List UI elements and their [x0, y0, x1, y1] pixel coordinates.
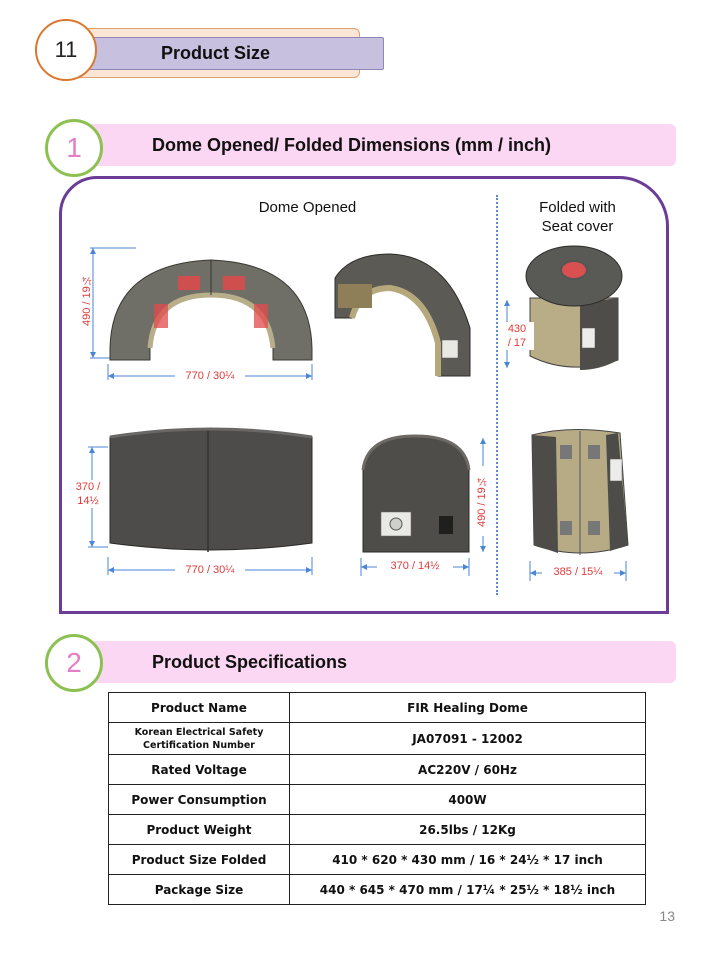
specifications-table [108, 692, 646, 905]
closed-width-dim: 770 / 30¼ [175, 564, 245, 576]
page-number: 13 [659, 908, 675, 924]
folded-back-image [520, 425, 635, 583]
dotted-divider [496, 195, 498, 595]
spec-value: 26.5lbs / 12Kg [290, 815, 646, 845]
section1-title-bar [86, 124, 676, 166]
spec-key [109, 723, 290, 755]
cert-key-line1: Korean Electrical Safety [134, 726, 264, 738]
spec-value: AC220V / 60Hz [290, 755, 646, 785]
table-row [109, 815, 646, 845]
chapter-number: 11 [35, 19, 97, 81]
spec-key: Product Weight [109, 815, 290, 845]
folded-seat-cover-image [500, 238, 635, 378]
section2-title: Product Specifications [152, 651, 348, 672]
dome-closed-image [75, 425, 320, 580]
chapter-title-bar [80, 37, 384, 70]
closed-height-dim-line2: 14½ [77, 495, 99, 507]
opened-width-dim: 770 / 30¼ [175, 370, 245, 382]
table-row [109, 755, 646, 785]
table-row [109, 693, 646, 723]
spec-value: JA07091 - 12002 [290, 723, 646, 755]
folded-width-dim: 385 / 15¼ [542, 566, 614, 578]
closed-height-dim [70, 480, 106, 508]
dome-opened-label: Dome Opened [258, 199, 357, 216]
spec-value: 410 * 620 * 430 mm / 16 * 24½ * 17 inch [290, 845, 646, 875]
table-row [109, 875, 646, 905]
spec-value: 400W [290, 785, 646, 815]
spec-key: Power Consumption [109, 785, 290, 815]
spec-key: Product Size Folded [109, 845, 290, 875]
closed-height-dim-line1: 370 / [75, 481, 101, 493]
seat-height-dim-line1: 430 [507, 323, 527, 335]
folded-label-line2: Seat cover [541, 218, 614, 235]
seat-height-dim [500, 322, 534, 350]
folded-label [520, 198, 635, 236]
side-height-dim: 490 / 19¼ [476, 466, 488, 536]
side-width-dim: 370 / 14½ [377, 560, 453, 572]
cert-key-line2: Certification Number [143, 739, 255, 751]
spec-key: Product Name [109, 693, 290, 723]
dome-opened-front-image [78, 240, 320, 390]
folded-label-line1: Folded with [539, 199, 616, 216]
section2-number: 2 [45, 634, 103, 692]
chapter-title: Product Size [161, 43, 271, 63]
spec-value: FIR Healing Dome [290, 693, 646, 723]
table-row [109, 723, 646, 755]
spec-key: Rated Voltage [109, 755, 290, 785]
opened-height-dim: 490 / 19¼ [81, 274, 93, 326]
section1-title: Dome Opened/ Folded Dimensions (mm / inch) [152, 134, 552, 155]
dome-side-closed-image [355, 430, 495, 580]
spec-key: Package Size [109, 875, 290, 905]
spec-value: 440 * 645 * 470 mm / 17¼ * 25½ * 18½ inch [290, 875, 646, 905]
table-row [109, 845, 646, 875]
dome-opened-side-image [330, 248, 475, 383]
section2-title-bar [86, 641, 676, 683]
seat-height-dim-line2: / 17 [507, 337, 527, 349]
table-row [109, 785, 646, 815]
section1-number: 1 [45, 119, 103, 177]
